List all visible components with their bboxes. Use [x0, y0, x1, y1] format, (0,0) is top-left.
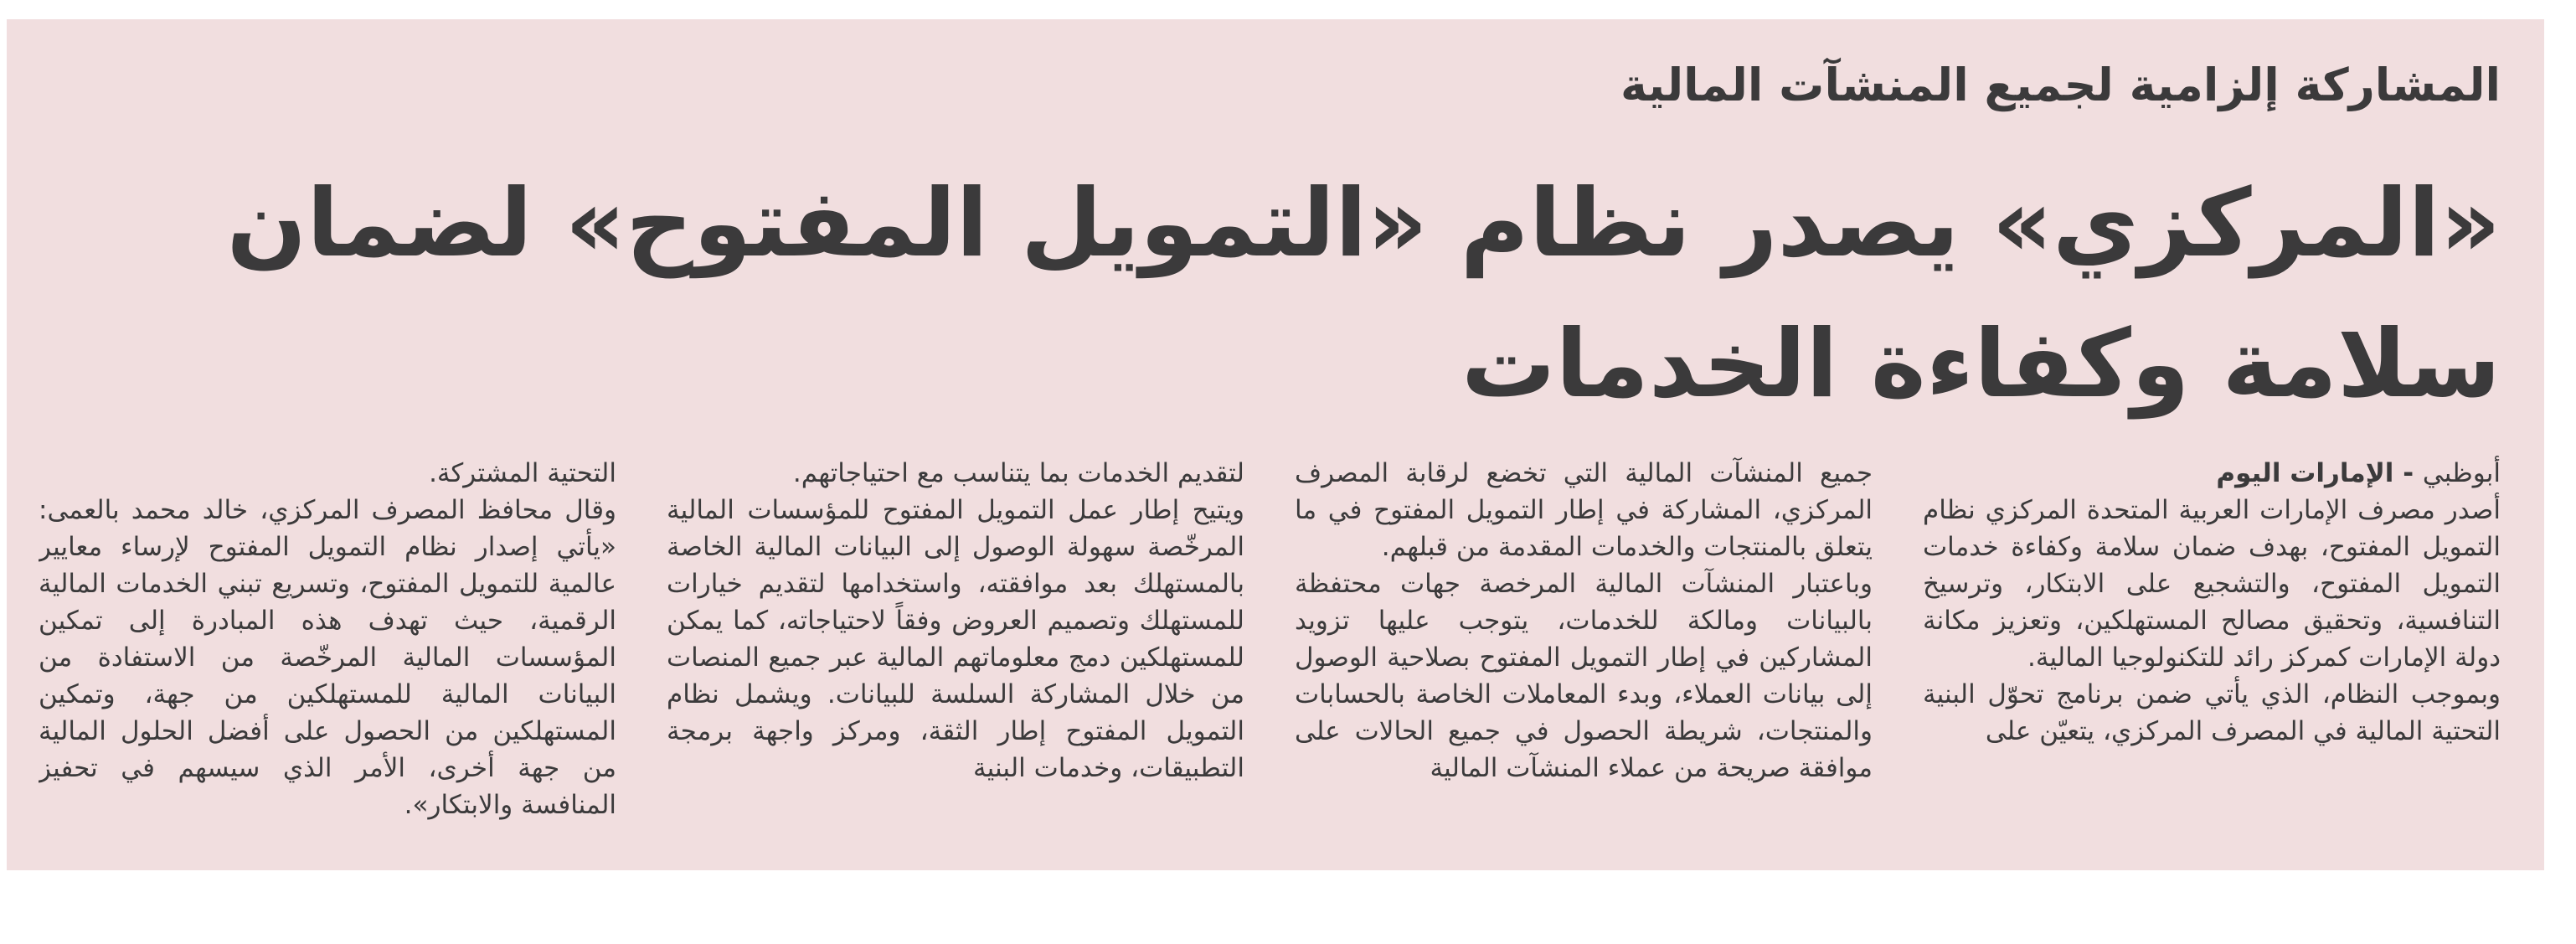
paragraph: وبموجب النظام، الذي يأتي ضمن برنامج تحوّل البنية التحتية المالية في المصرف المركزي، يتعيّن على: [1923, 679, 2501, 746]
byline-source: الإمارات اليوم: [2216, 458, 2394, 488]
byline-separator: -: [2393, 458, 2423, 488]
byline-place: أبوظبي: [2422, 458, 2501, 488]
paragraph: لتقديم الخدمات بما يتناسب مع احتياجاتهم.: [792, 458, 1244, 488]
paragraph: وباعتبار المنشآت المالية المرخصة جهات محتفظة بالبيانات ومالكة للخدمات، يتوجب عليها تزويد المشاركين في إطار التمويل المفتوح بصلاحية الوصول إلى بيانات العملاء، وبدء المعاملات الخاصة بالحسابات والمنتجات، شريطة الحصول في جميع الحالات على موافقة صريحة من عملاء المنشآت المالية: [1295, 569, 1873, 783]
article-headline: «المركزي» يصدر نظام «التمويل المفتوح» لضمان سلامة وكفاءة الخدمات: [226, 169, 2501, 419]
paragraph: التحتية المشتركة.: [429, 458, 616, 488]
article-column-3: [667, 455, 1244, 865]
paragraph: ويتيح إطار عمل التمويل المفتوح للمؤسسات المالية المرخّصة سهولة الوصول إلى البيانات المالية الخاصة بالمستهلك بعد موافقته، واستخدامها لتقديم خيارات للمستهلك وتصميم العروض وفقاً لاحتياجاته، كما يمكن للمستهلكين دمج معلوماتهم المالية عبر جميع المنصات من خلال المشاركة السلسة للبيانات. ويشمل نظام التمويل المفتوح إطار الثقة، ومركز واجهة برمجة التطبيقات، وخدمات البنية: [667, 495, 1244, 783]
article-body: [39, 455, 2501, 865]
paragraph: وقال محافظ المصرف المركزي، خالد محمد بالعمى: «يأتي إصدار نظام التمويل المفتوح لإرساء معايير عالمية للتمويل المفتوح، وتسريع تبني الخدمات المالية الرقمية، حيث تهدف هذه المبادرة إلى تمكين المؤسسات المالية المرخّصة من الاستفادة من البيانات المالية للمستهلكين من جهة، وتمكين المستهلكين من الحصول على أفضل الحلول المالية من جهة أخرى، الأمر الذي سيسهم في تحفيز المنافسة والابتكار».: [39, 495, 616, 820]
article-column-2: [1295, 455, 1873, 865]
article-column-4: [39, 455, 616, 865]
paragraph: جميع المنشآت المالية التي تخضع لرقابة المصرف المركزي، المشاركة في إطار التمويل المفتوح في ما يتعلق بالمنتجات والخدمات المقدمة من قبلهم.: [1295, 458, 1873, 562]
article-kicker: المشاركة إلزامية لجميع المنشآت المالية: [1620, 59, 2501, 111]
article-column-1: [1923, 455, 2501, 865]
article-panel: [7, 19, 2544, 870]
byline: [1923, 455, 2501, 492]
paragraph: أصدر مصرف الإمارات العربية المتحدة المركزي نظام التمويل المفتوح، بهدف ضمان سلامة وكفاءة خدمات التمويل المفتوح، والتشجيع على الابتكار، وترسيخ التنافسية، وتحقيق مصالح المستهلكين، وتعزيز مكانة دولة الإمارات كمركز رائد للتكنولوجيا المالية.: [1923, 495, 2501, 673]
